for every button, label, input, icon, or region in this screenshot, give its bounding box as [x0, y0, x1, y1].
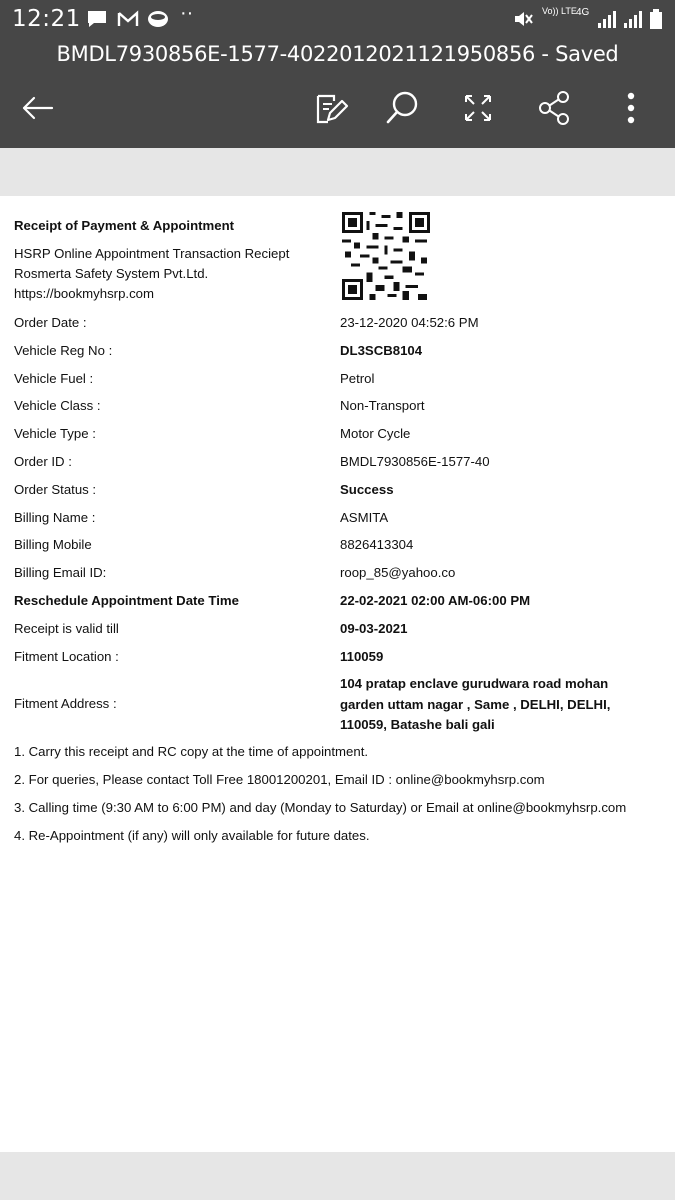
signal-icon-2 [622, 8, 644, 35]
page-bottom-gap [0, 1152, 675, 1200]
field-label: Billing Email ID: [14, 565, 107, 580]
back-arrow-icon [18, 88, 58, 128]
search-button[interactable] [383, 88, 423, 128]
company-name: Rosmerta Safety System Pvt.Ltd. [14, 266, 209, 281]
network-type-label: 4G [576, 7, 590, 18]
status-bar [0, 0, 675, 40]
signal-icon [596, 8, 618, 35]
field-value: ASMITA [340, 510, 389, 525]
back-button[interactable] [18, 88, 58, 128]
field-value: 09-03-2021 [340, 621, 408, 636]
field-label: Order Status : [14, 482, 97, 497]
page-top-gap [0, 148, 675, 196]
share-icon [535, 88, 575, 128]
field-value: 8826413304 [340, 537, 414, 552]
mute-icon [512, 8, 534, 35]
field-label: Billing Name : [14, 510, 96, 525]
field-label: Order Date : [14, 315, 87, 330]
search-icon [383, 88, 423, 128]
field-label: Vehicle Type : [14, 426, 96, 441]
field-value: BMDL7930856E-1577-40 [340, 454, 490, 469]
field-value: Success [340, 482, 394, 497]
volte-icon: Vo)) LTE [542, 6, 577, 16]
field-value: Motor Cycle [340, 426, 411, 441]
note-item: 1. Carry this receipt and RC copy at the time of appointment. [14, 744, 369, 759]
edit-button[interactable] [310, 88, 350, 128]
message-icon [86, 8, 108, 35]
status-time: 12:21 [12, 6, 81, 32]
edit-document-icon [310, 88, 350, 128]
field-value: Petrol [340, 371, 375, 386]
field-value: 110059 [340, 649, 384, 664]
note-item: 4. Re-Appointment (if any) will only available for future dates. [14, 828, 370, 843]
company-website: https://bookmyhsrp.com [14, 286, 154, 301]
app-bar [0, 40, 675, 148]
field-label: Fitment Location : [14, 649, 119, 664]
note-item: 3. Calling time (9:30 AM to 6:00 PM) and day (Monday to Saturday) or Email at online@bookmyhsrp.com [14, 800, 627, 815]
gmail-icon [116, 8, 140, 35]
field-value: DL3SCB8104 [340, 343, 423, 358]
more-options-button[interactable] [611, 88, 651, 128]
field-label: Fitment Address : [14, 696, 117, 711]
fullscreen-icon [458, 88, 498, 128]
field-label: Billing Mobile [14, 537, 92, 552]
app-notification-icon [146, 8, 170, 35]
receipt-subheading: HSRP Online Appointment Transaction Reciept [14, 246, 290, 261]
field-value: 22-02-2021 02:00 AM-06:00 PM [340, 593, 531, 608]
field-label: Vehicle Class : [14, 398, 101, 413]
note-item: 2. For queries, Please contact Toll Free 18001200201, Email ID : online@bookmyhsrp.com [14, 772, 545, 787]
field-value: Non-Transport [340, 398, 425, 413]
field-label: Reschedule Appointment Date Time [14, 593, 239, 608]
qr-code [342, 212, 430, 300]
document-title: BMDL7930856E-1577-4022012021121950856 - Saved [56, 42, 619, 66]
more-vert-icon [611, 88, 651, 128]
field-label: Vehicle Reg No : [14, 343, 113, 358]
field-label: Vehicle Fuel : [14, 371, 94, 386]
field-value: 23-12-2020 04:52:6 PM [340, 315, 479, 330]
fullscreen-button[interactable] [458, 88, 498, 128]
fitment-address-value: 104 pratap enclave gurudwara road mohan garden uttam nagar , Same , DELHI, DELHI, 110059, Batashe bali gali [340, 676, 611, 732]
share-button[interactable] [535, 88, 575, 128]
battery-icon [648, 8, 664, 35]
receipt-heading: Receipt of Payment & Appointment [14, 218, 235, 233]
field-label: Receipt is valid till [14, 621, 119, 636]
field-value: roop_85@yahoo.co [340, 565, 456, 580]
more-notifications-icon: ·· [180, 2, 194, 24]
field-label: Order ID : [14, 454, 72, 469]
